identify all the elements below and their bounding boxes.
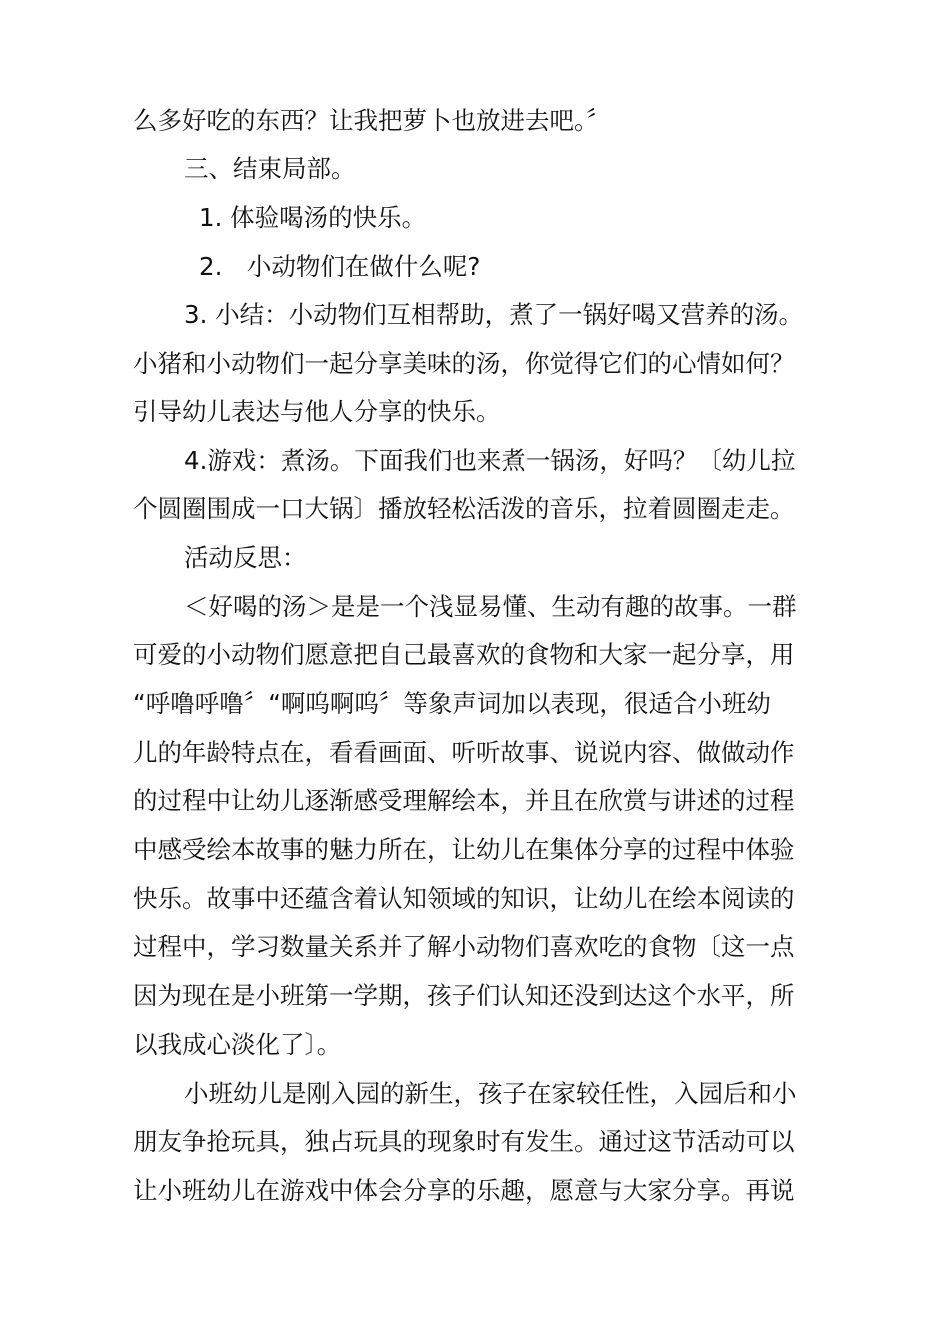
text-line: 快乐。故事中还蕴含着认知领域的知识，让幼儿在绘本阅读的 xyxy=(133,884,795,913)
paragraph-start: ＜好喝的汤＞是是一个浅显易懂、生动有趣的故事。一群 xyxy=(184,592,797,621)
text-line: 么多好吃的东西？让我把萝卜也放进去吧。〞 xyxy=(133,106,611,135)
text-line: 可爱的小动物们愿意把自己最喜欢的食物和大家一起分享，用 xyxy=(133,640,795,669)
text-line: 以我成心淡化了〕。 xyxy=(133,1030,342,1059)
text-line: 小猪和小动物们一起分享美味的汤，你觉得它们的心情如何？ xyxy=(133,349,795,378)
text-line: 让小班幼儿在游戏中体会分享的乐趣，愿意与大家分享。再说 xyxy=(133,1176,795,1205)
section-heading: 三、结束局部。 xyxy=(184,154,356,183)
section-heading: 活动反思： xyxy=(184,543,307,572)
list-item: 2. 小动物们在做什么呢? xyxy=(199,252,481,281)
text-line: 的过程中让幼儿逐渐感受理解绘本，并且在欣赏与讲述的过程 xyxy=(133,786,795,815)
list-item: 1. 体验喝汤的快乐。 xyxy=(199,203,427,232)
text-line: 过程中，学习数量关系并了解小动物们喜欢吃的食物〔这一点 xyxy=(133,932,795,961)
text-line: “呼噜呼噜〞“啊呜啊呜〞等象声词加以表现，很适合小班幼 xyxy=(133,689,771,718)
list-item: 3. 小结：小动物们互相帮助，煮了一锅好喝又营养的汤。 xyxy=(184,300,804,329)
text-line: 朋友争抢玩具，独占玩具的现象时有发生。通过这节活动可以 xyxy=(133,1127,795,1156)
text-line: 引导幼儿表达与他人分享的快乐。 xyxy=(133,397,501,426)
text-line: 因为现在是小班第一学期，孩子们认知还没到达这个水平，所 xyxy=(133,981,795,1010)
paragraph-start: 小班幼儿是刚入园的新生，孩子在家较任性，入园后和小 xyxy=(184,1079,797,1108)
list-item: 4.游戏：煮汤。下面我们也来煮一锅汤，好吗？〔幼儿拉 xyxy=(184,446,796,475)
text-line: 儿的年龄特点在，看看画面、听听故事、说说内容、做做动作 xyxy=(133,738,795,767)
text-line: 个圆圈围成一口大锅〕播放轻松活泼的音乐，拉着圆圈走走。 xyxy=(133,494,795,523)
text-line: 中感受绘本故事的魅力所在，让幼儿在集体分享的过程中体验 xyxy=(133,835,795,864)
